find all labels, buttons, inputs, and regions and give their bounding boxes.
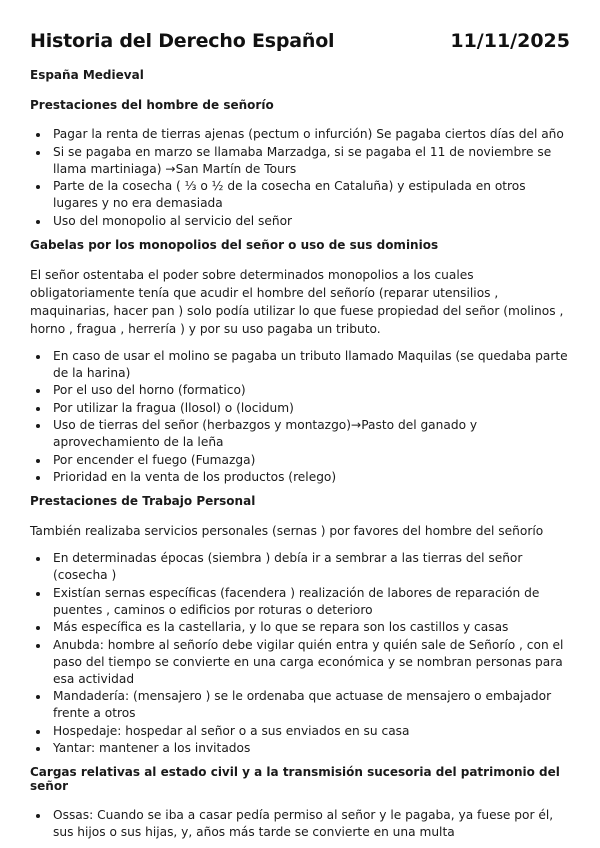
- list-item: [30, 417, 570, 451]
- list-item-text: Anubda: hombre al señorío debe vigilar quién entra y quién sale de Señorío , con el paso del tiempo se convierte en una carga económica y se nombran personas para esa actividad: [53, 637, 564, 686]
- bullet-icon: [36, 814, 40, 818]
- list-item-text: Existían sernas específicas (facendera ) realización de labores de reparación de puentes , caminos o edificios por roturas o deterioro: [53, 585, 540, 617]
- list-item-text: Mandadería: (mensajero ) se le ordenaba que actuase de mensajero o embajador frente a otros: [53, 689, 552, 720]
- section-heading: Gabelas por los monopolios del señor o uso de sus dominios: [30, 237, 439, 252]
- section-trabajo-personal: [30, 494, 570, 757]
- list-item: [30, 178, 570, 212]
- list-item-text: Uso del monopolio al servicio del señor: [53, 213, 293, 228]
- bullet-icon: [36, 424, 40, 428]
- list-item: [30, 723, 570, 740]
- list-item-text: Pagar la renta de tierras ajenas (pectum o infurción) Se pagaba ciertos días del año: [53, 127, 564, 141]
- section-heading: Prestaciones de Trabajo Personal: [30, 494, 256, 508]
- bullet-list: [30, 807, 570, 841]
- list-item: [30, 688, 570, 722]
- list-item-text: Prioridad en la venta de los productos (relego): [53, 470, 337, 484]
- document-subtitle: España Medieval: [30, 68, 144, 82]
- bullet-icon: [36, 355, 40, 359]
- section-heading: Prestaciones del hombre de señorío: [30, 98, 274, 112]
- bullet-icon: [36, 407, 40, 411]
- bullet-icon: [36, 459, 40, 463]
- bullet-icon: [36, 220, 40, 224]
- bullet-icon: [36, 185, 40, 189]
- list-item-text: Hospedaje: hospedar al señor o a sus enviados en su casa: [53, 723, 410, 738]
- list-item-text: Ossas: Cuando se iba a casar pedía permiso al señor y le pagaba, ya fuese por él, sus hijos o sus hijas, y, años más tarde se convierte en una multa: [53, 808, 554, 839]
- bullet-icon: [36, 592, 40, 596]
- list-item: [30, 400, 570, 417]
- list-item-text: Por el uso del horno (formatico): [53, 383, 246, 397]
- section-gabelas: [30, 238, 570, 487]
- list-item: [30, 213, 570, 230]
- list-item: [30, 382, 570, 399]
- section-prestaciones: [30, 98, 570, 230]
- bullet-icon: [36, 695, 40, 699]
- list-item: [30, 452, 570, 469]
- bullet-icon: [36, 747, 40, 751]
- list-item-text: Por utilizar la fragua (llosol) o (locidum): [53, 400, 294, 415]
- section-heading: Cargas relativas al estado civil y a la transmisión sucesoria del patrimonio del señor: [30, 765, 560, 793]
- bullet-list: [30, 550, 570, 757]
- document-header: [30, 30, 570, 52]
- list-item-text: Más específica es la castellaria, y lo que se repara son los castillos y casas: [53, 620, 509, 634]
- bullet-icon: [36, 557, 40, 561]
- list-item: [30, 619, 570, 636]
- bullet-icon: [36, 151, 40, 155]
- bullet-icon: [36, 626, 40, 630]
- section-paragraph: También realizaba servicios personales (sernas ) por favores del hombre del señorío: [30, 524, 544, 538]
- list-item-text: Si se pagaba en marzo se llamaba Marzadga, si se pagaba el 11 de noviembre se llama martiniaga) →San Martín de Tours: [53, 144, 552, 176]
- list-item: [30, 637, 570, 688]
- list-item-text: En caso de usar el molino se pagaba un tributo llamado Maquilas (se quedaba parte de la harina): [53, 348, 568, 380]
- list-item: [30, 469, 570, 486]
- bullet-icon: [36, 389, 40, 393]
- section-paragraph: El señor ostentaba el poder sobre determinados monopolios a los cuales obligatoriamente tenía que acudir el hombre del señorío (reparar utensilios , maquinarias, hacer pan ) solo podía utilizar lo que fuese propiedad del señor (molinos , horno , fragua , herrería ) y por su uso pagaba un tributo.: [30, 267, 564, 336]
- list-item: [30, 585, 570, 619]
- section-cargas-estado-civil: [30, 765, 570, 841]
- bullet-icon: [36, 133, 40, 137]
- bullet-list: [30, 348, 570, 487]
- bullet-icon: [36, 644, 40, 648]
- list-item-text: Uso de tierras del señor (herbazgos y montazgo)→Pasto del ganado y aprovechamiento de la leña: [53, 418, 478, 449]
- bullet-icon: [36, 476, 40, 480]
- list-item: [30, 348, 570, 382]
- document-title: Historia del Derecho Español: [30, 30, 335, 52]
- list-item: [30, 740, 570, 757]
- list-item: [30, 807, 570, 841]
- list-item-text: Por encender el fuego (Fumazga): [53, 452, 256, 467]
- list-item: [30, 126, 570, 143]
- document-date: 11/11/2025: [450, 30, 570, 52]
- list-item: [30, 144, 570, 178]
- list-item-text: Yantar: mantener a los invitados: [53, 741, 251, 755]
- bullet-icon: [36, 730, 40, 734]
- list-item-text: Parte de la cosecha ( ⅓ o ½ de la cosecha en Cataluña) y estipulada en otros lugares y no era demasiada: [53, 179, 526, 210]
- bullet-list: [30, 126, 570, 230]
- list-item: [30, 550, 570, 584]
- list-item-text: En determinadas épocas (siembra ) debía ir a sembrar a las tierras del señor (cosecha ): [53, 551, 523, 582]
